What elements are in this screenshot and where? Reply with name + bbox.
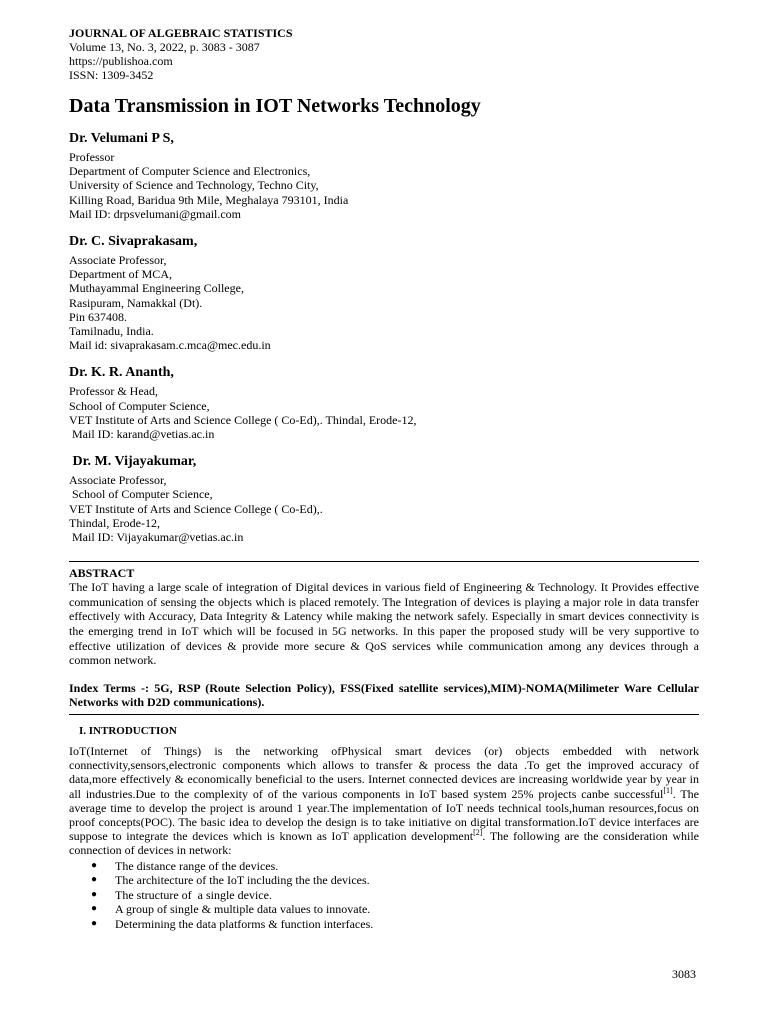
section-heading: I. INTRODUCTION	[79, 725, 177, 738]
list-item-text: The architecture of the IoT including the the devices.	[115, 873, 370, 888]
affiliation-line: Associate Professor,	[69, 473, 167, 488]
paper-title: Data Transmission in IOT Networks Technology	[69, 95, 481, 117]
affiliation-line: Professor & Head,	[69, 384, 158, 399]
author-name: Dr. Velumani P S,	[69, 131, 174, 146]
intro-text-part: . The following are the consideration while connection of devices in network:	[69, 829, 700, 858]
citation-ref: [2]	[473, 828, 483, 838]
index-terms: Index Terms -: 5G, RSP (Route Selection Policy), FSS(Fixed satellite services),MIM)-NOMA(Milimeter Ware Cellular Networks with D2D communications).	[69, 680, 699, 710]
affiliation-line: Muthayammal Engineering College,	[69, 281, 244, 296]
list-item	[69, 859, 699, 874]
journal-name: JOURNAL OF ALGEBRAIC STATISTICS	[69, 26, 293, 40]
journal-url: https://publishoa.com	[69, 54, 173, 68]
affiliation-line: Professor	[69, 150, 115, 164]
affiliation-line: Pin 637408.	[69, 309, 128, 324]
journal-issn: ISSN: 1309-3452	[69, 68, 154, 82]
abstract-heading: ABSTRACT	[69, 566, 135, 581]
affiliation-line: School of Computer Science,	[69, 398, 210, 413]
divider	[69, 561, 699, 562]
affiliation-line: Tamilnadu, India.	[69, 324, 154, 339]
intro-text-part: . The average time to develop the project is around 1 year.The implementation of IoT needs technical tools,human resources,focus on proof concepts(POC). The basic idea to develop the design is to take initiative on digital transformation.IoT device interfaces are suppose to integrate the devices which is known as IoT application development	[69, 786, 699, 844]
list-item	[69, 902, 699, 917]
author-email: Mail id: sivaprakasam.c.mca@mec.edu.in	[69, 338, 271, 353]
page-number: 3083	[672, 967, 696, 981]
affiliation-line: Killing Road, Baridua 9th Mile, Meghalaya 793101, India	[69, 192, 349, 207]
bullet-icon: ●	[91, 903, 98, 915]
list-item-text: Determining the data platforms & function interfaces.	[115, 917, 374, 932]
affiliation-line: University of Science and Technology, Techno City,	[69, 178, 319, 193]
list-item-text: A group of single & multiple data values to innovate.	[115, 902, 371, 917]
author-email: Mail ID: karand@vetias.ac.in	[69, 427, 215, 442]
author-name: Dr. K. R. Ananth,	[69, 365, 174, 381]
list-item-text: The structure of a single device.	[115, 887, 272, 902]
author-block	[69, 233, 699, 352]
introduction-paragraph	[69, 744, 699, 858]
affiliation-line: VET Institute of Arts and Science College ( Co-Ed),. Thindal, Erode-12,	[69, 412, 417, 427]
list-item-text: The distance range of the devices.	[115, 858, 279, 873]
divider	[69, 714, 699, 715]
author-name: Dr. C. Sivaprakasam,	[69, 234, 198, 250]
author-block	[69, 130, 699, 221]
author-block	[69, 364, 699, 441]
affiliation-line: Thindal, Erode-12,	[69, 515, 160, 530]
list-item	[69, 873, 699, 888]
intro-text-part: IoT(Internet of Things) is the networking ofPhysical smart devices (or) objects embedded with network connectivity,sensors,electronic components which allows to transfer & process the data .To get the improved accuracy of data,more effectively & economically beneficial to the users. Internet connected devices are increasing worldwide year by year in all industries.Due to the complexity of of the various components in IoT based system 25% projects canbe successful	[69, 744, 699, 801]
bullet-icon: ●	[91, 888, 98, 900]
list-item	[69, 917, 699, 932]
affiliation-line: Rasipuram, Namakkal (Dt).	[69, 295, 203, 310]
author-block	[69, 453, 699, 544]
bullet-icon: ●	[91, 918, 98, 930]
affiliation-line: Department of Computer Science and Electronics,	[69, 164, 311, 179]
journal-header	[69, 26, 699, 82]
list-item	[69, 888, 699, 903]
affiliation-line: VET Institute of Arts and Science College ( Co-Ed),.	[69, 501, 323, 516]
affiliation-line: Department of MCA,	[69, 267, 172, 282]
journal-volume: Volume 13, No. 3, 2022, p. 3083 - 3087	[69, 40, 260, 54]
bullet-list	[69, 859, 699, 932]
citation-ref: [1]	[663, 785, 673, 795]
affiliation-line: School of Computer Science,	[69, 487, 213, 502]
paper-page	[69, 26, 699, 932]
author-email: Mail ID: Vijayakumar@vetias.ac.in	[69, 530, 244, 545]
author-email: Mail ID: drpsvelumani@gmail.com	[69, 206, 242, 221]
author-name: Dr. M. Vijayakumar,	[69, 454, 197, 470]
abstract-text: The IoT having a large scale of integration of Digital devices in various field of Engineering & Technology. It Provides effective communication of sensing the objects which is placed remotely. The Integration of devices is playing a major role in data transfer effectively with Accuracy, Data Integrity & Latency while making the network safely. Especially in smart devices connectivity is the emerging trend in IoT which will be focused in 5G networks. In this paper the proposed study will be very supportive to effective utilization of devices & provide more secure & QoS services while communication among any devices through a common network.	[69, 580, 699, 668]
affiliation-line: Associate Professor,	[69, 253, 167, 268]
bullet-icon: ●	[91, 874, 98, 886]
bullet-icon: ●	[91, 859, 98, 871]
